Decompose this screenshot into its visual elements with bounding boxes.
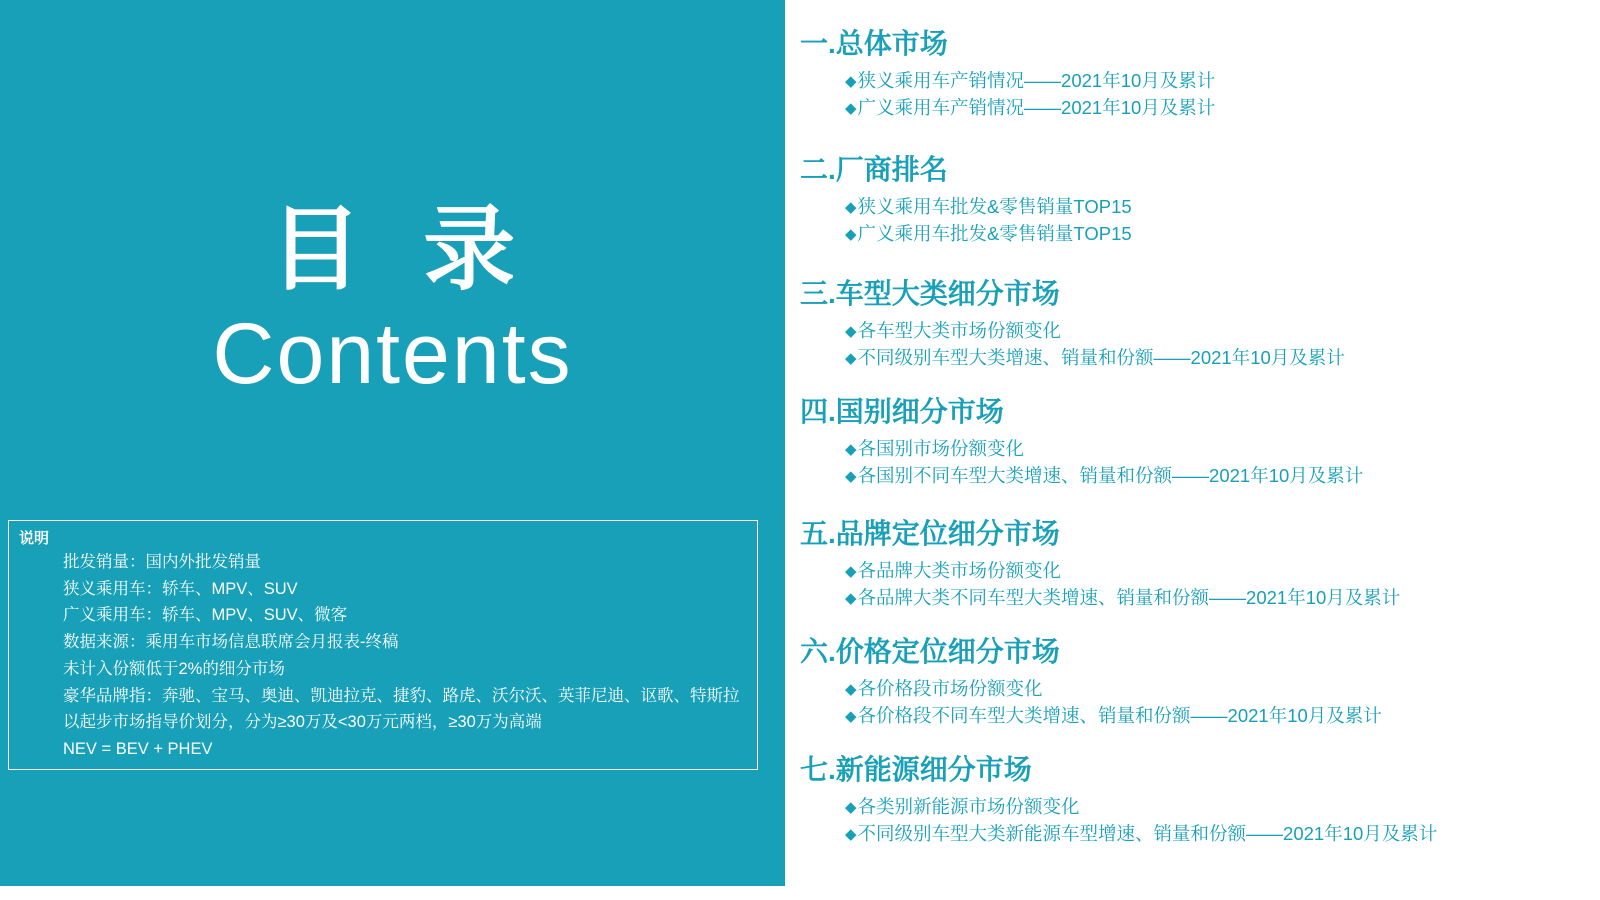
section-item-label: 狭义乘用车产销情况——2021年10月及累计 bbox=[857, 70, 1216, 91]
section-item-label: 各价格段不同车型大类增速、销量和份额——2021年10月及累计 bbox=[857, 704, 1382, 726]
section-item[interactable] bbox=[845, 585, 1600, 612]
contents-section[interactable] bbox=[800, 22, 1600, 122]
diamond-bullet-icon: ◆ bbox=[845, 825, 857, 843]
note-line: 豪华品牌指：奔驰、宝马、奥迪、凯迪拉克、捷豹、路虎、沃尔沃、英菲尼迪、讴歌、特斯拉 bbox=[63, 686, 740, 705]
diamond-bullet-icon: ◆ bbox=[845, 73, 857, 90]
title-block bbox=[0, 200, 785, 404]
section-item-label: 不同级别车型大类新能源车型增速、销量和份额——2021年10月及累计 bbox=[857, 822, 1438, 844]
section-title[interactable]: 六.价格定位细分市场 bbox=[800, 636, 1060, 667]
note-line: 狭义乘用车：轿车、MPV、SUV bbox=[63, 579, 298, 598]
section-item[interactable] bbox=[845, 436, 1600, 463]
section-item[interactable] bbox=[845, 221, 1600, 248]
notes-box bbox=[8, 520, 758, 770]
section-item[interactable] bbox=[845, 463, 1600, 490]
diamond-bullet-icon: ◆ bbox=[845, 441, 857, 458]
section-item[interactable] bbox=[845, 318, 1600, 345]
section-item[interactable] bbox=[845, 558, 1600, 585]
section-items bbox=[845, 436, 1600, 490]
section-items bbox=[845, 676, 1600, 730]
section-item[interactable] bbox=[845, 703, 1600, 730]
diamond-bullet-icon: ◆ bbox=[845, 199, 857, 216]
section-item[interactable] bbox=[845, 676, 1600, 703]
section-items bbox=[845, 794, 1600, 848]
section-item[interactable] bbox=[845, 794, 1600, 821]
diamond-bullet-icon: ◆ bbox=[845, 225, 857, 243]
diamond-bullet-icon: ◆ bbox=[845, 467, 857, 485]
section-item[interactable] bbox=[845, 194, 1600, 221]
contents-section[interactable] bbox=[800, 630, 1600, 730]
contents-section[interactable] bbox=[800, 748, 1600, 848]
contents-section[interactable] bbox=[800, 512, 1600, 612]
section-item-label: 广义乘用车产销情况——2021年10月及累计 bbox=[857, 96, 1216, 118]
section-item-label: 各国别市场份额变化 bbox=[857, 438, 1025, 459]
section-items bbox=[845, 194, 1600, 248]
diamond-bullet-icon: ◆ bbox=[845, 99, 857, 117]
section-item[interactable] bbox=[845, 68, 1600, 95]
section-item-label: 狭义乘用车批发&零售销量TOP15 bbox=[857, 196, 1132, 217]
note-line: 以起步市场指导价划分，分为≥30万及<30万元两档，≥30万为高端 bbox=[63, 713, 542, 732]
diamond-bullet-icon: ◆ bbox=[845, 707, 857, 725]
section-item-label: 各品牌大类不同车型大类增速、销量和份额——2021年10月及累计 bbox=[857, 586, 1401, 608]
section-items bbox=[845, 318, 1600, 372]
contents-section[interactable] bbox=[800, 148, 1600, 248]
diamond-bullet-icon: ◆ bbox=[845, 349, 857, 367]
diamond-bullet-icon: ◆ bbox=[845, 681, 857, 698]
contents-section[interactable] bbox=[800, 272, 1600, 372]
page-title-cn: 目 录 bbox=[269, 199, 534, 301]
section-item-label: 不同级别车型大类增速、销量和份额——2021年10月及累计 bbox=[857, 346, 1345, 368]
left-title-panel bbox=[0, 0, 785, 886]
notes-list bbox=[63, 549, 753, 763]
section-title[interactable]: 三.车型大类细分市场 bbox=[800, 278, 1060, 309]
section-title[interactable]: 七.新能源细分市场 bbox=[800, 754, 1032, 785]
section-item[interactable] bbox=[845, 345, 1600, 372]
contents-section[interactable] bbox=[800, 390, 1600, 490]
section-item-label: 广义乘用车批发&零售销量TOP15 bbox=[857, 222, 1132, 244]
note-line: 未计入份额低于2%的细分市场 bbox=[63, 659, 285, 678]
section-title[interactable]: 五.品牌定位细分市场 bbox=[800, 518, 1060, 549]
section-item-label: 各品牌大类市场份额变化 bbox=[857, 560, 1062, 581]
section-title[interactable]: 一.总体市场 bbox=[800, 28, 948, 59]
section-item-label: 各车型大类市场份额变化 bbox=[857, 320, 1062, 341]
section-title[interactable]: 四.国别细分市场 bbox=[800, 396, 1004, 427]
note-line: 广义乘用车：轿车、MPV、SUV、微客 bbox=[63, 606, 348, 625]
note-line: 数据来源：乘用车市场信息联席会月报表-终稿 bbox=[63, 633, 399, 652]
page-title-en: Contents bbox=[212, 306, 573, 403]
diamond-bullet-icon: ◆ bbox=[845, 589, 857, 607]
diamond-bullet-icon: ◆ bbox=[845, 323, 857, 340]
diamond-bullet-icon: ◆ bbox=[845, 799, 857, 816]
contents-list bbox=[800, 0, 1600, 900]
section-item-label: 各类别新能源市场份额变化 bbox=[857, 796, 1080, 817]
section-item[interactable] bbox=[845, 95, 1600, 122]
section-title[interactable]: 二.厂商排名 bbox=[800, 154, 948, 185]
note-line: NEV = BEV + PHEV bbox=[63, 740, 213, 759]
section-items bbox=[845, 558, 1600, 612]
notes-heading: 说明 bbox=[19, 530, 50, 547]
diamond-bullet-icon: ◆ bbox=[845, 563, 857, 580]
section-item-label: 各价格段市场份额变化 bbox=[857, 678, 1043, 699]
section-items bbox=[845, 68, 1600, 122]
note-line: 批发销量：国内外批发销量 bbox=[63, 553, 261, 571]
section-item[interactable] bbox=[845, 821, 1600, 848]
section-item-label: 各国别不同车型大类增速、销量和份额——2021年10月及累计 bbox=[857, 464, 1364, 486]
